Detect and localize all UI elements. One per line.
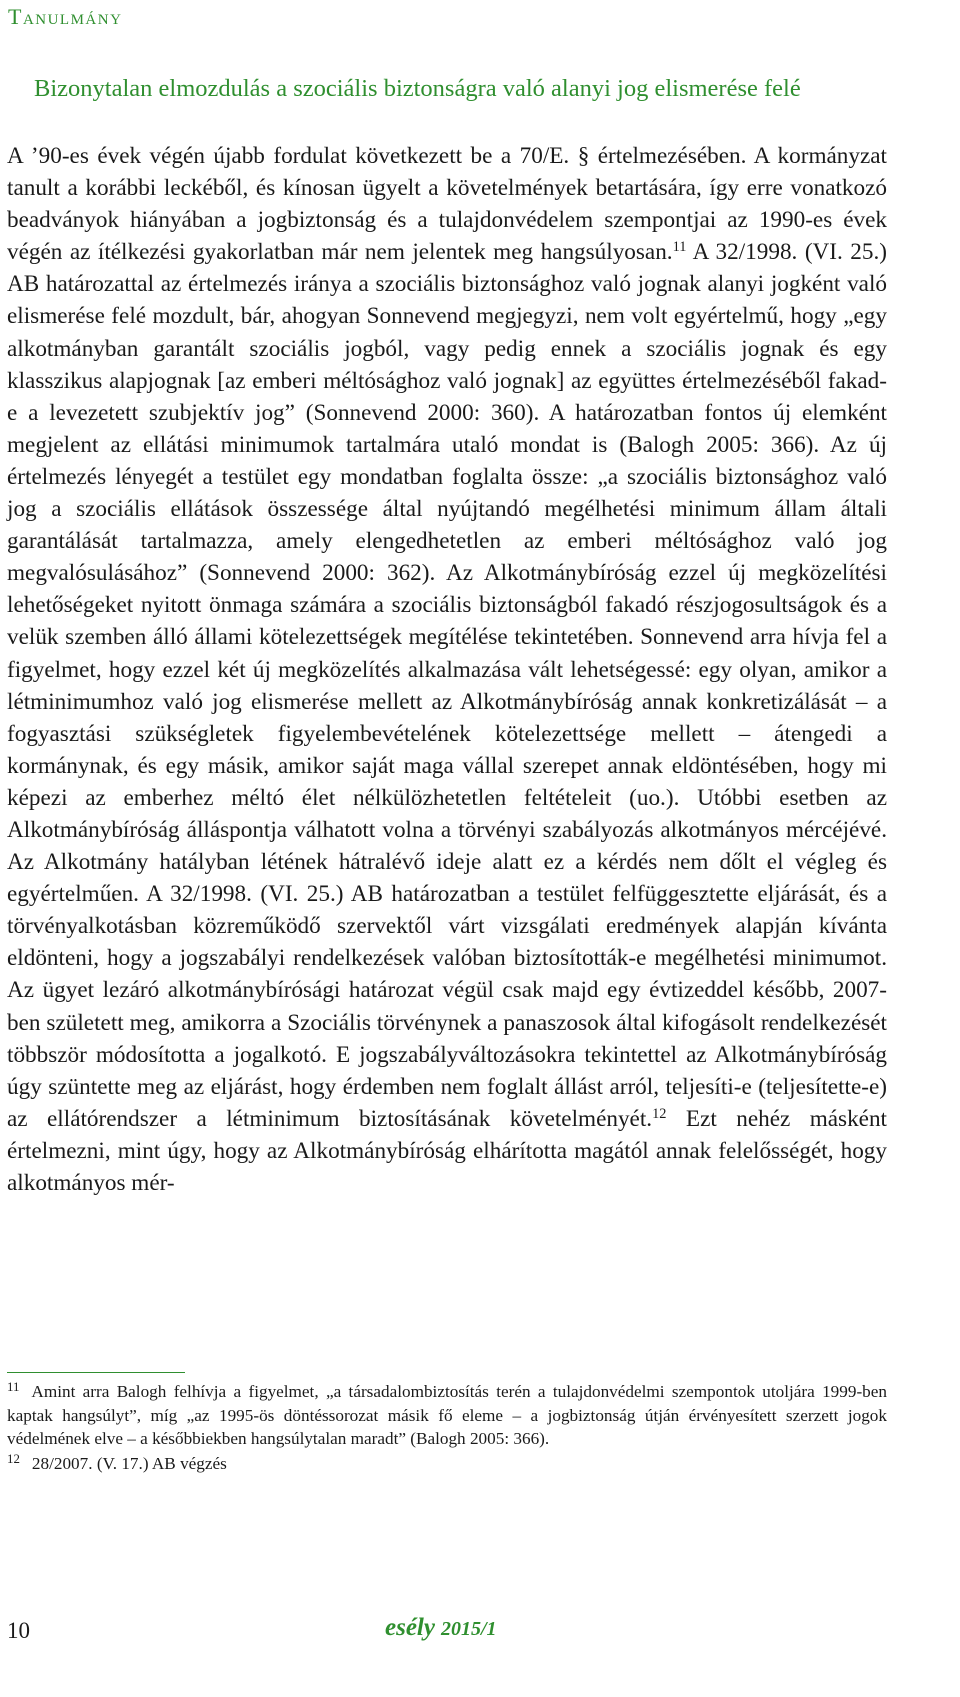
footnotes [7, 1380, 887, 1476]
body-paragraph [7, 140, 887, 1199]
body-text-part-2: A 32/1998. (VI. 25.) AB határozattal az értelmezés iránya a szociális biztonsághoz való jognak alanyi jogként való elismerése felé mozdult, bár, ahogyan Sonnevend megjegyzi, nem volt egyértelmű, hogy „egy alkotmányban garantált szociális jogból, vagy pedig ennek a szociális jognak és egy klasszikus alapjognak [az emberi méltósághoz való jognak] az együttes értelmezéséből fakad-e a levezetett szubjektív jog” (Sonnevend 2000: 360). A határozatban fontos új elemként megjelent az ellátási minimumok tartalmára utaló mondat is (Balogh 2005: 366). Az új értelmezés lényegét a testület egy mondatban foglalta össze: „a szociális biztonsághoz való jog a szociális ellátások összessége által nyújtandó megélhetési minimum állam általi garantálását tartalmazza, amely elengedhetetlen az emberi méltósághoz való jog megvalósulásához” (Sonnevend 2000: 362). Az Alkotmánybíróság ezzel új megközelítési lehetőségeket nyitott önmaga számára a szociális biztonságból fakadó részjogosultságok és a velük szemben álló állami kötelezettségek megítélése tekintetében. Sonnevend arra hívja fel a figyelmet, hogy ezzel két új megközelítés alkalmazása vált lehetségessé: egy olyan, amikor a létminimumhoz való jog elismerése mellett az Alkotmánybíróság annak konkretizálását – a fogyasztási szükségletek figyelembevételének kötelezettsége mellett – átengedi a kormánynak, és egy másik, amikor saját maga vállal szerepet annak eldöntésében, hogy mi képezi az emberhez méltó élet nélkülözhetetlen feltételeit (uo.). Utóbbi esetben az Alkotmánybíróság álláspontja válhatott volna a törvényi szabályozás alkotmányos mércéjévé. Az Alkotmány hatályban létének hátralévő ideje alatt ez a kérdés nem dőlt el végleg és egyértelműen. A 32/1998. (VI. 25.) AB határozatban a testület felfüggesztette eljárását, és a törvényalkotásban közreműködő szervektől várt vizsgálati eredmények alapján kívánta eldönteni, hogy a jogszabályi rendelkezések valóban biztosították-e megélhetési minimumot. Az ügyet lezáró alkotmánybírósági határozat végül csak majd egy évtizeddel később, 2007-ben született meg, amikorra a Szociális törvénynek a panaszosok által kifogásolt rendelkezését többször módosította a jogalkotó. E jogszabályváltozásokra tekintettel az Alkotmánybíróság úgy szüntette meg az eljárást, hogy érdemben nem foglalt állást arról, teljesíti-e (teljesítette-e) az ellátórendszer a létminimum biztosításának követelményét. [7, 239, 887, 1132]
footnote-ref-12[interactable]: 12 [652, 1105, 667, 1122]
body-text-part-3: Ezt nehéz másként értelmezni, mint úgy, hogy az Alkotmánybíróság elhárította magától annak felelősségét, hogy alkotmányos mér- [7, 1105, 888, 1196]
footnote-number: 12 [7, 1451, 20, 1466]
footnote-11 [7, 1380, 887, 1451]
body-text-part-1: A ’90-es évek végén újabb fordulat következett be a 70/E. § értelmezésében. A kormányzat tanult a korábbi leckéből, és kínosan ügyelt a követelmények betartására, így erre vonatkozó beadványok hiányában a jogbiztonság és a tulajdonvédelem szempontjai az 1990-es évek végén az ítélkezési gyakorlatban már nem jelentek meg hangsúlyosan. [7, 143, 887, 266]
footnote-text: Amint arra Balogh felhívja a figyelmet, „a társadalombiztosítás terén a tulajdonvédelmi szempontok utoljára 1999-ben kaptak hangsúlyt”, míg „az 1995-ös döntéssorozat másik fő eleme – a jogbiztonság útján érvényesített szerzett jogok védelmének elve – a későbbiekben hangsúlytalan maradt” (Balogh 2005: 366). [7, 1382, 887, 1448]
footnote-12 [7, 1452, 887, 1476]
footnote-text: 28/2007. (V. 17.) AB végzés [31, 1453, 227, 1473]
footnote-divider [7, 1372, 185, 1373]
body-text [7, 140, 887, 1199]
section-title: Bizonytalan elmozdulás a szociális biztonságra való alanyi jog elismerése felé [34, 75, 801, 102]
footnote-number: 11 [7, 1380, 20, 1395]
page-number: 10 [7, 1618, 30, 1643]
journal-name: esély [385, 1614, 435, 1641]
footnote-ref-11[interactable]: 11 [672, 239, 687, 256]
journal-issue: 2015/1 [440, 1618, 497, 1640]
running-head: Tanulmány [8, 4, 123, 29]
journal-footer [385, 1614, 497, 1642]
